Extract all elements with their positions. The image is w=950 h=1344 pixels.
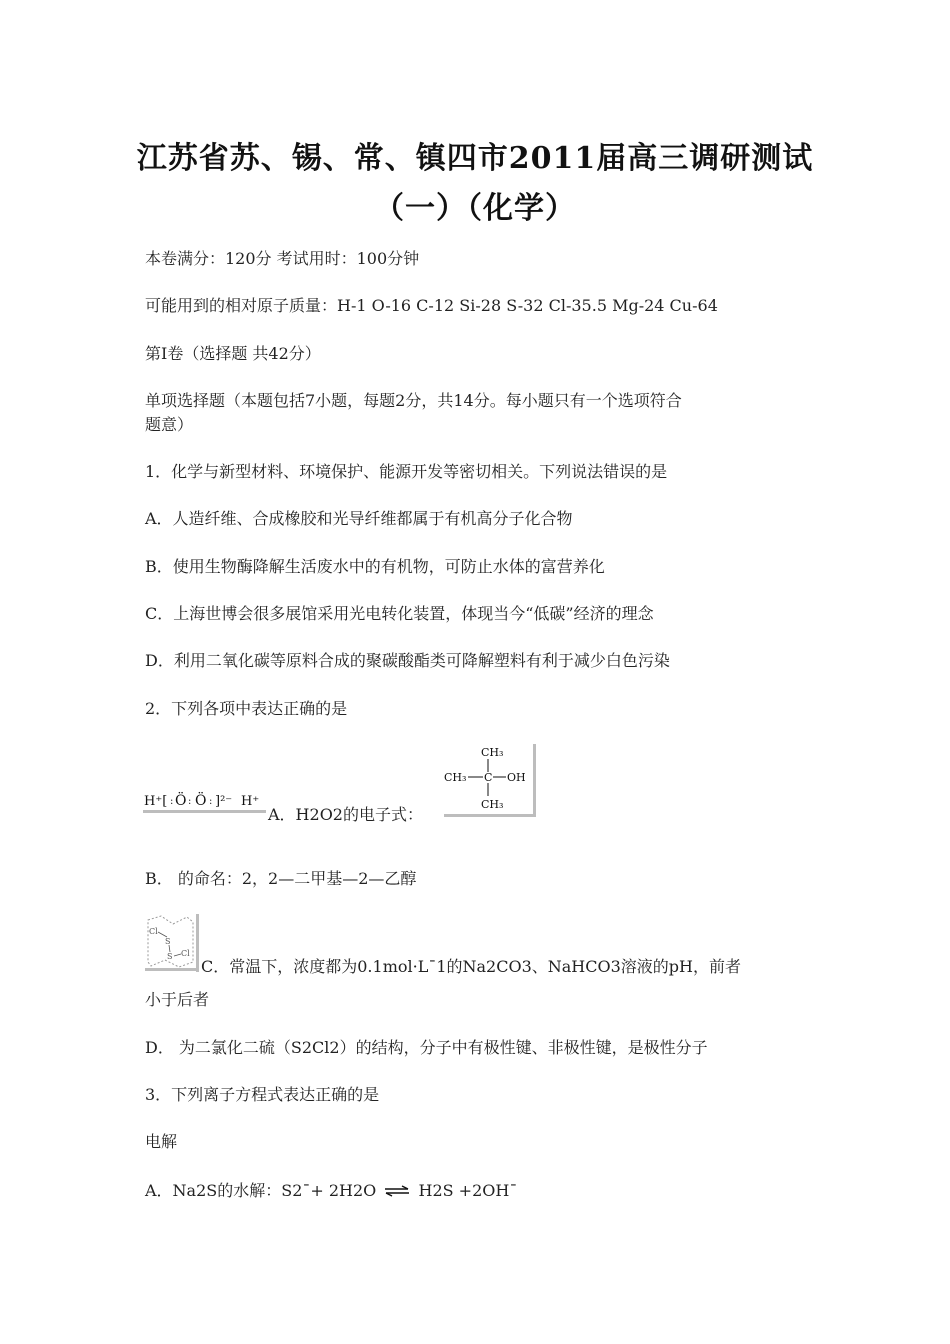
exam-meta-score-time: 本卷满分：120分 考试用时：100分钟 [145, 249, 420, 268]
s2cl2-cl-top: Cl [149, 927, 158, 936]
s2cl2-s-top: S [165, 937, 171, 946]
electron-formula-o2: Ö [195, 793, 207, 809]
structure-ch3-left: CH₃ [444, 771, 467, 784]
electron-formula-h-right: H⁺ [241, 794, 260, 809]
svg-text::: : [209, 796, 213, 807]
question-2-stem: 2．下列各项中表达正确的是 [145, 699, 348, 718]
question-1-option-d: D．利用二氧化碳等原料合成的聚碳酸酯类可降解塑料有利于减少白色污染 [145, 651, 670, 670]
question-2-option-d: D． 为二氯化二硫（S2Cl2）的结构，分子中有极性键、非极性键，是极性分子 [145, 1038, 708, 1057]
question-1-stem: 1．化学与新型材料、环境保护、能源开发等密切相关。下列说法错误的是 [145, 462, 668, 481]
exam-meta-atomic-mass: 可能用到的相对原子质量：H-1 O-16 C-12 Si-28 S-32 Cl-35.5 Mg-24 Cu-64 [145, 296, 718, 315]
electron-formula-h-left: H⁺[ [144, 794, 168, 809]
question-1-option-a: A．人造纤维、合成橡胶和光导纤维都属于有机高分子化合物 [145, 509, 573, 528]
question-3-stem: 3．下列离子方程式表达正确的是 [145, 1085, 380, 1104]
question-3-option-a [145, 1181, 517, 1202]
s2cl2-s-bottom: S [167, 952, 173, 961]
question-1-option-c: C．上海世博会很多展馆采用光电转化装置，体现当今“低碳”经济的理念 [145, 604, 654, 623]
h2o2-electron-formula-image [143, 790, 266, 814]
svg-text::: : [188, 796, 192, 807]
structure-oh: OH [507, 771, 526, 784]
document-title-line1: 江苏省苏、锡、常、镇四市2011届高三调研测试 [136, 141, 814, 176]
section-heading: 第Ⅰ卷（选择题 共42分） [145, 344, 321, 363]
structure-ch3-bottom: CH₃ [481, 798, 504, 811]
question-2-option-a: A．H2O2的电子式： [268, 805, 423, 824]
question-2-option-c-line2: 小于后者 [145, 990, 210, 1009]
document-title-line2: （一）（化学） [374, 191, 576, 226]
question-2-option-b: B． 的命名：2，2—二甲基—2—乙醇 [145, 869, 417, 888]
instructions-line1: 单项选择题（本题包括7小题，每题2分，共14分。每小题只有一个选项符合 [145, 391, 682, 410]
question-1-option-b: B．使用生物酶降解生活废水中的有机物，可防止水体的富营养化 [145, 557, 605, 576]
equilibrium-arrow-icon [383, 1182, 411, 1202]
tert-butanol-structure-image [440, 742, 537, 818]
electron-formula-o1: Ö [175, 793, 187, 809]
structure-c-center: C [484, 771, 493, 784]
question-2-option-c-line1: C．常温下，浓度都为0.1mol·L¯1的Na2CO3、NaHCO3溶液的pH，前者 [201, 957, 741, 976]
structure-ch3-top: CH₃ [481, 746, 504, 759]
svg-text::: : [170, 796, 174, 807]
electron-formula-charge: ]²⁻ [215, 794, 233, 809]
s2cl2-structure-image [143, 912, 199, 972]
s2cl2-cl-bottom: Cl [181, 949, 190, 958]
question-3-option-a-suffix: H2S +2OH¯ [418, 1181, 518, 1200]
question-3-option-a-prefix: A．Na2S的水解：S2¯+ 2H2O [145, 1181, 377, 1200]
instructions-line2: 题意） [145, 415, 194, 434]
question-3-electrolysis-label: 电解 [145, 1132, 178, 1151]
